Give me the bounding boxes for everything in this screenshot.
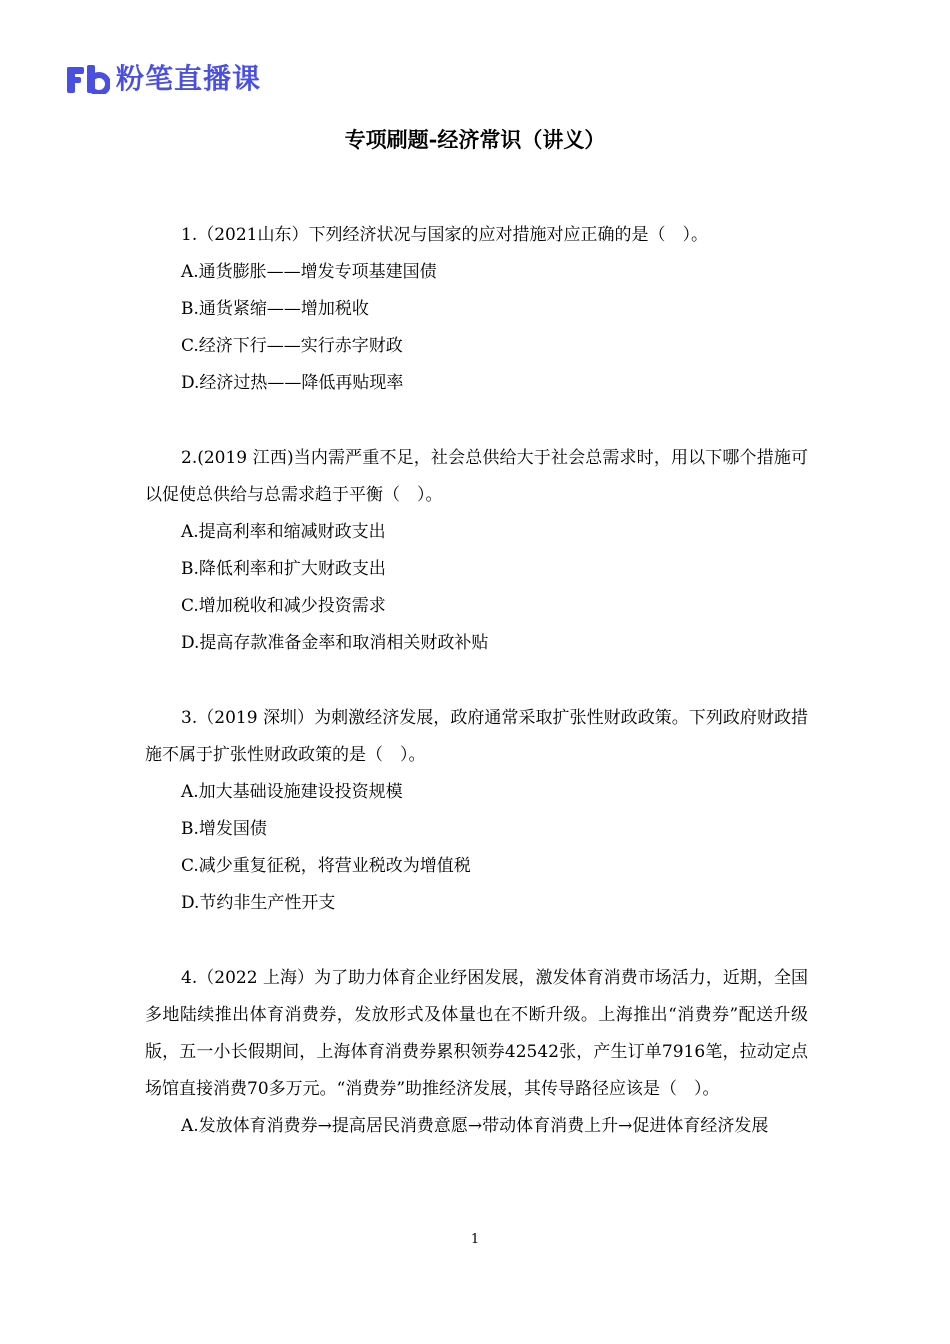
option-b: B.增发国债 xyxy=(181,819,267,839)
question-3 xyxy=(145,700,808,922)
question-1 xyxy=(145,217,808,402)
option-c: C.增加税收和减少投资需求 xyxy=(181,596,386,616)
header xyxy=(66,62,261,96)
document-title: 专项刷题-经济常识（讲义） xyxy=(344,127,606,152)
option-d: D.经济过热——降低再贴现率 xyxy=(181,373,404,393)
option-d: D.节约非生产性开支 xyxy=(181,893,336,913)
option-c: C.经济下行——实行赤字财政 xyxy=(181,336,403,356)
option-b: B.通货紧缩——增加税收 xyxy=(181,299,369,319)
question-stem: 4.（2022 上海）为了助力体育企业纾困发展，激发体育消费市场活力，近期，全国多地陆续推出体育消费券，发放形式及体量也在不断升级。上海推出“消费券”配送升级版，五一小长假期间，上海体育消费券累积领券42542张，产生订单7916笔，拉动定点场馆直接消费70多万元。“消费券”助推经济发展，其传导路径应该是（ ）。 xyxy=(145,968,808,1099)
question-2 xyxy=(145,440,808,662)
question-stem: 2.(2019 江西)当内需严重不足，社会总供给大于社会总需求时，用以下哪个措施可以促使总供给与总需求趋于平衡（ ）。 xyxy=(145,448,808,505)
question-4 xyxy=(145,960,808,1145)
option-a: A.发放体育消费券→提高居民消费意愿→带动体育消费上升→促进体育经济发展 xyxy=(181,1116,769,1136)
fenbi-logo-icon xyxy=(66,64,110,94)
question-stem: 3.（2019 深圳）为刺激经济发展，政府通常采取扩张性财政政策。下列政府财政措施不属于扩张性财政政策的是（ ）。 xyxy=(145,708,808,765)
page-number: 1 xyxy=(470,1232,480,1247)
brand-text: 粉笔直播课 xyxy=(116,62,262,95)
question-list xyxy=(145,217,808,1183)
question-stem: 1.（2021山东）下列经济状况与国家的应对措施对应正确的是（ ）。 xyxy=(181,225,708,245)
option-a: A.通货膨胀——增发专项基建国债 xyxy=(181,262,437,282)
option-d: D.提高存款准备金率和取消相关财政补贴 xyxy=(181,633,489,653)
option-a: A.加大基础设施建设投资规模 xyxy=(181,782,403,802)
option-b: B.降低利率和扩大财政支出 xyxy=(181,559,386,579)
option-a: A.提高利率和缩减财政支出 xyxy=(181,522,386,542)
option-c: C.减少重复征税，将营业税改为增值税 xyxy=(181,856,471,876)
